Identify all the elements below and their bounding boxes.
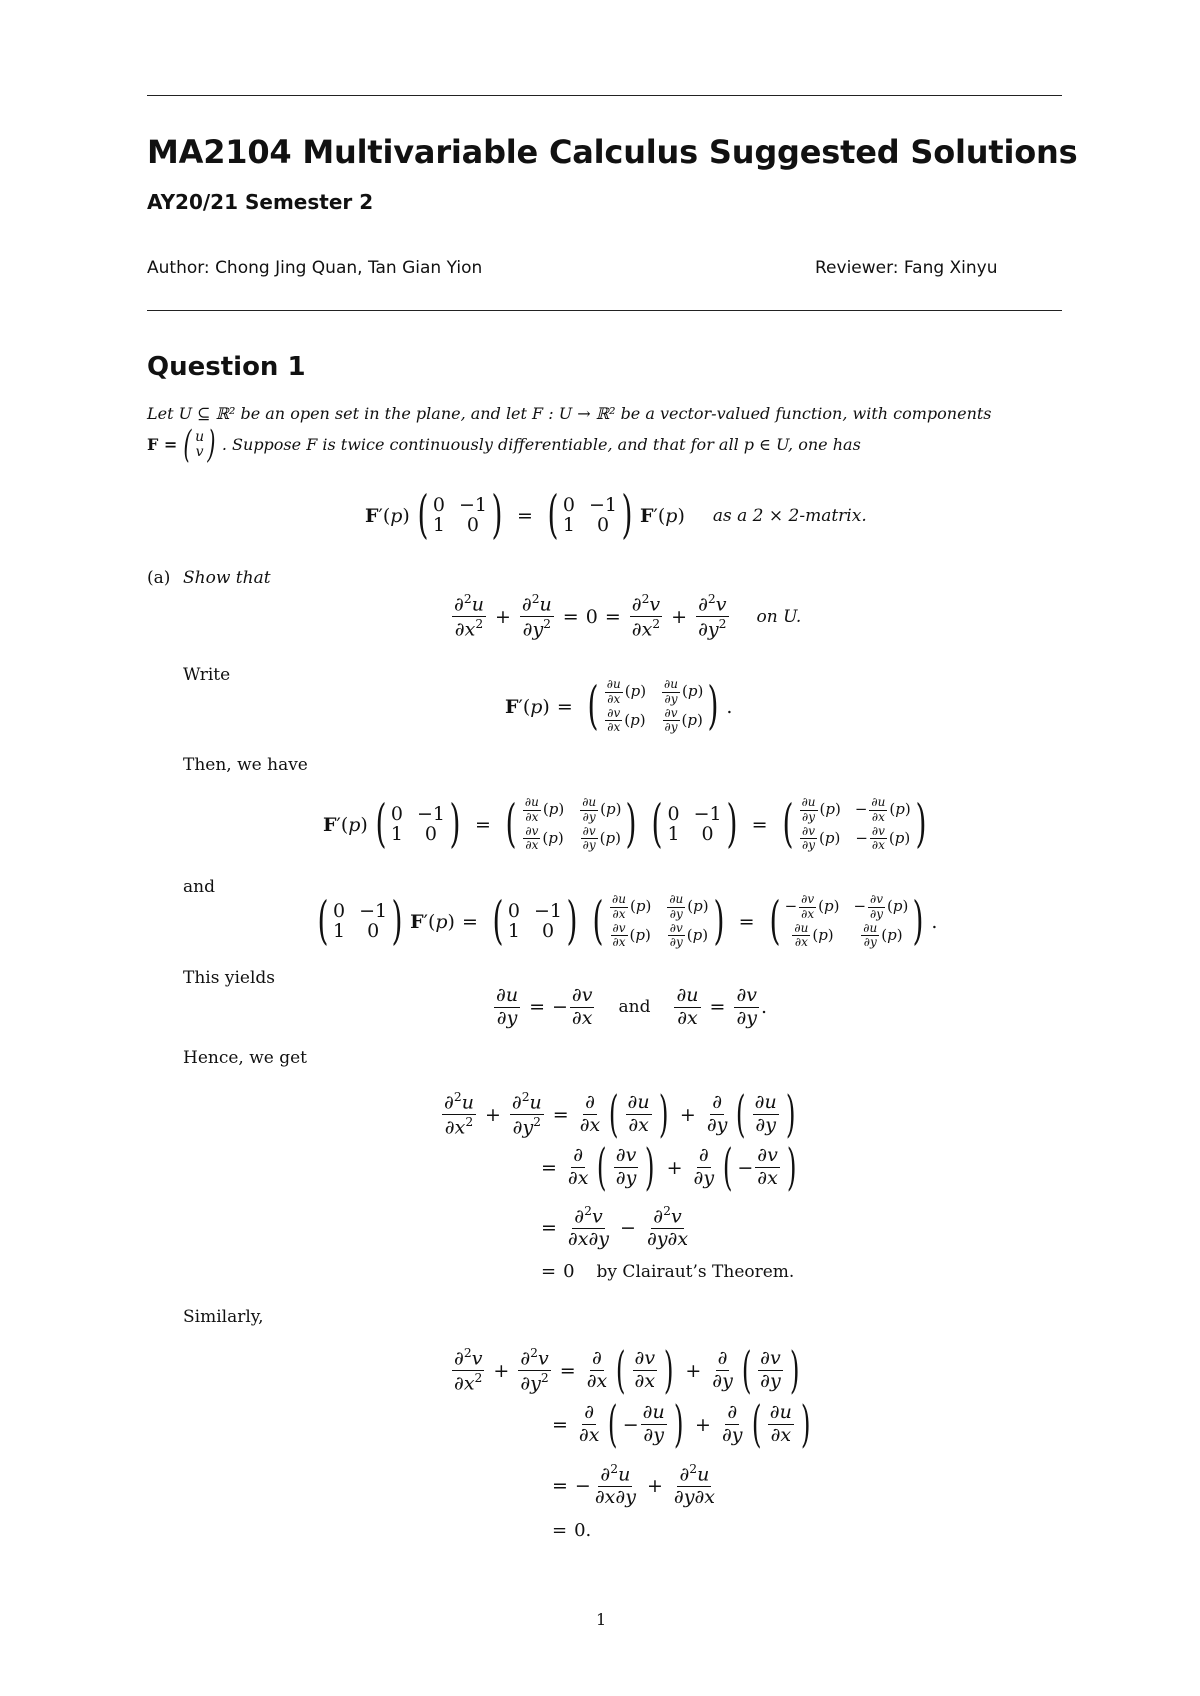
product-jf: ( 0 −1 1 0 ) F′(p) = ( 0 −1 1 0 ) ( $\frac{\partial u}{\partial x}$ ( p ) $\frac{\partial u}{\partial y}$ ( p ) $\frac{\partial v}{\partial x}$ ( p ) $\frac{\partial v}{\partial y}$ ( p ) ) = ( − $\frac{\partial v}{\partial x}$ ( p ) − $\frac{\partial v}{\partial y}$ ( p ) $\frac{\partial u}{\partial x}$ ( p ) $\frac{\partial u}{\partial y}$ ( p ) ) .: [317, 890, 938, 951]
statement-suppose: . Suppose F is twice continuously differentiable, and that for all p ∈ U, one has: [221, 435, 861, 455]
write-text: Write: [183, 665, 231, 685]
top-rule: [147, 95, 1062, 96]
document-subtitle: AY20/21 Semester 2: [147, 190, 374, 214]
question-heading: Question 1: [147, 352, 306, 382]
statement-f-equals: F =: [147, 435, 178, 455]
derivation-u-line4: = 0 by Clairaut’s Theorem.: [541, 1261, 795, 1282]
and-text: and: [183, 877, 215, 897]
author-line: Author: Chong Jing Quan, Tan Gian Yion: [147, 258, 483, 278]
reviewer-line: Reviewer: Fang Xinyu: [815, 258, 998, 278]
yields-text: This yields: [183, 968, 275, 988]
clairaut-note: by Clairaut’s Theorem.: [596, 1261, 795, 1282]
part-a-text: Show that: [183, 568, 271, 588]
jacobian-definition: F′(p) = ( $\frac{\partial u}{\partial x}$ ( p ) $\frac{\partial u}{\partial y}$ ( p ) $\frac{\partial v}{\partial x}$ ( p ) $\frac{\partial v}{\partial y}$ ( p ) ) .: [505, 675, 733, 736]
derivation-v-line2: = $\frac{\partial}{\partial x}$ ( − $\frac{\partial u}{\partial y}$ ) + $\frac{\partial}{\partial y}$ ( $\frac{\partial u}{\partial x}$ ): [552, 1395, 811, 1453]
component-vector: ( u v ): [183, 422, 216, 466]
part-a-label: (a): [147, 568, 171, 588]
laplace-equation: $\frac{\partial^2u}{\partial x^2}$ + $\frac{\partial^2u}{\partial y^2}$ = 0 = $\frac{\partial^2v}{\partial x^2}$ + $\frac{\partial^2v}{\partial y^2}$ on U.: [454, 592, 802, 641]
matrix-note: as a 2 × 2-matrix.: [712, 505, 867, 526]
derivation-u-line3: = $\frac{\partial^2v}{\partial x\partial y}$ − $\frac{\partial^2v}{\partial y\partial x}$: [541, 1204, 689, 1251]
derivation-u-line2: = $\frac{\partial}{\partial x}$ ( $\frac{\partial v}{\partial y}$ ) + $\frac{\partial}{\partial y}$ ( − $\frac{\partial v}{\partial x}$ ): [541, 1138, 797, 1196]
document-title: MA2104 Multivariable Calculus Suggested Solutions: [147, 133, 1078, 171]
page-number: 1: [596, 1610, 607, 1629]
hence-text: Hence, we get: [183, 1048, 308, 1068]
header-bottom-rule: [147, 310, 1062, 311]
statement-line-2: [147, 422, 1067, 466]
derivation-v-line1: $\frac{\partial^2v}{\partial x^2}$ + $\frac{\partial^2v}{\partial y^2}$ = $\frac{\partial}{\partial x}$ ( $\frac{\partial v}{\partial x}$ ) + $\frac{\partial}{\partial y}$ ( $\frac{\partial v}{\partial y}$ ): [454, 1341, 800, 1399]
derivation-u-line1: $\frac{\partial^2u}{\partial x^2}$ + $\frac{\partial^2u}{\partial y^2}$ = $\frac{\partial}{\partial x}$ ( $\frac{\partial u}{\partial x}$ ) + $\frac{\partial}{\partial y}$ ( $\frac{\partial u}{\partial y}$ ): [444, 1085, 796, 1143]
product-fj: F′(p) ( 0 −1 1 0 ) = ( $\frac{\partial u}{\partial x}$ ( p ) $\frac{\partial u}{\partial y}$ ( p ) $\frac{\partial v}{\partial x}$ ( p ) $\frac{\partial v}{\partial y}$ ( p ) ) ( 0 −1 1 0 ) = ( $\frac{\partial u}{\partial y}$ ( p ) − $\frac{\partial u}{\partial x}$ ( p ) $\frac{\partial v}{\partial y}$ ( p ) − $\frac{\partial v}{\partial x}$ ( p ) ): [323, 793, 927, 854]
derivation-v-line4: = 0.: [552, 1520, 592, 1541]
similarly-text: Similarly,: [183, 1307, 264, 1327]
statement-line-1: Let U ⊆ ℝ² be an open set in the plane, and let F : U → ℝ² be a vector-valued function, with components: [147, 404, 992, 423]
cauchy-riemann: $\frac{\partial u}{\partial y}$ = − $\frac{\partial v}{\partial x}$ and $\frac{\partial u}{\partial x}$ = $\frac{\partial v}{\partial y}$ .: [496, 984, 768, 1029]
on-u-note: on U.: [756, 606, 802, 627]
then-text: Then, we have: [183, 755, 308, 775]
and-word: and: [618, 997, 651, 1018]
given-equation: F′(p) ( 0 −1 1 0 ) = ( 0 −1 1 0 ) F′(p) as a 2 × 2-matrix.: [365, 485, 867, 545]
derivation-v-line3: = − $\frac{\partial^2u}{\partial x\partial y}$ + $\frac{\partial^2u}{\partial y\partial x}$: [552, 1462, 715, 1509]
